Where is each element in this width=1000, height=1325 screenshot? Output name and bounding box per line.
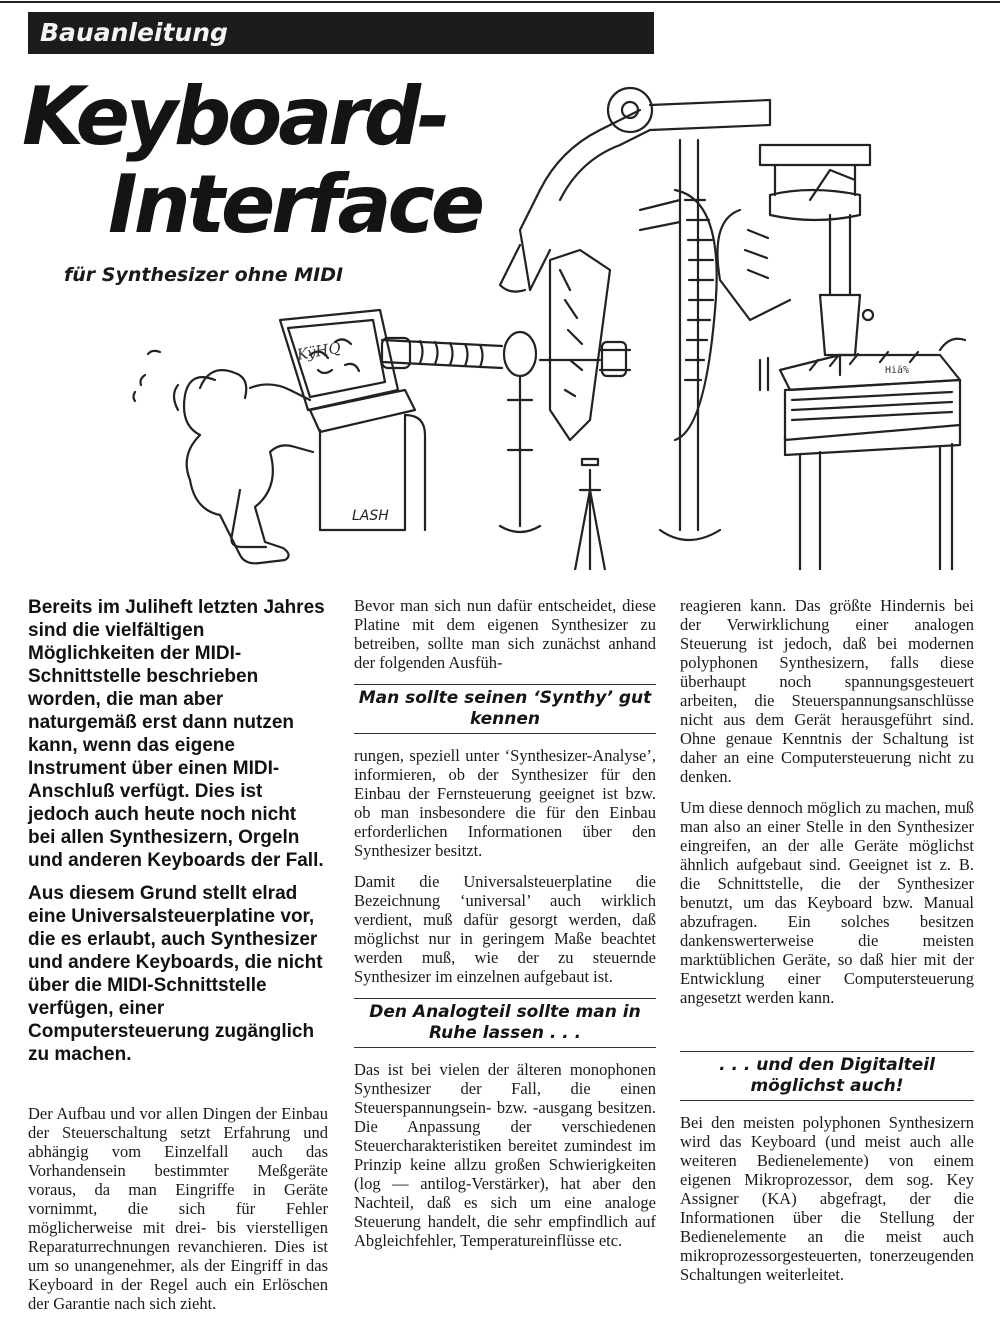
lead-paragraph-1: Bereits im Juliheft letzten Jahres sind die vielfältigen Möglichkeiten der MIDI-Schnittstelle beschrieben worden, die man aber naturgemäß erst dann nutzen kann, wenn das eigene Instrument über einen MIDI-Anschluß verfügt. Dies ist jedoch auch heute noch nicht bei allen Synthesizern, Orgeln und anderen Keyboards der Fall. [28, 597, 325, 871]
bevel-gear-left [540, 250, 630, 440]
section-banner: Bauanleitung [28, 12, 654, 54]
coupler-stand [500, 332, 540, 532]
body-paragraph: Um diese dennoch möglich zu machen, muß man also an einer Stelle in den Synthesizer eingreifen, an der alle Geräte möglichst ähnlich aufgebaut sind. Geeignet ist z. B. die Schnittstelle, die der Synthesizer benutzt, um das Keyboard bzw. Manual abzufragen. Ein solches besitzen dankenswerterweise die meisten marktüblichen Geräte, so daß hier mit der Entwicklung einer Computersteuerung angesetzt werden kann. [680, 798, 974, 1007]
subheading: . . . und den Digitalteil möglichst auch! [680, 1051, 974, 1101]
subheading: Man sollte seinen ‘Synthy’ gut kennen [354, 684, 656, 734]
synthesizer-on-table [780, 339, 965, 570]
subtitle: für Synthesizer ohne MIDI [64, 264, 344, 286]
computer-terminal [280, 310, 425, 530]
body-paragraph: Bevor man sich nun dafür entscheidet, diese Platine mit dem eigenen Synthesizer zu betreiben, sollte man sich zunächst anhand der folgenden Ausfüh- [354, 596, 656, 672]
body-paragraph: Damit die Universalsteuerplatine die Bezeichnung ‘universal’ auch wirklich verdient, muß dafür gesorgt werden, daß möglichst nur in geringem Maße beachtet werden muß, wie der zu steuernde Synthesizer im einzelnen aufgebaut ist. [354, 872, 656, 986]
lead-paragraph-2: Aus diesem Grund stellt elrad eine Universalsteuerplatine vor, die es erlaubt, auch Synthesizer und andere Keyboards, die nicht über die MIDI-Schnittstelle verfügen, einer Computersteuerung zugänglich zu machen. [28, 883, 323, 1065]
robot-arm [500, 88, 770, 292]
tripod [575, 459, 605, 570]
illustration-signature: LASH [352, 508, 389, 524]
panel-scribble-2: Hiä% [885, 365, 910, 376]
body-paragraph: reagieren kann. Das größte Hindernis bei der Verwirklichung einer analogen Steuerung ist jedoch, daß bei modernen polyphonen Synthesizern, falls diese überhaupt noch spannungsgesteuert arbeiten, die Steuerspannungsanschlüsse nicht aus dem Gerät herausgeführt sind. Ohne genaue Kenntnis der Schaltung ist daher an eine Computersteuerung nicht zu denken. [680, 596, 974, 786]
body-paragraph: Das ist bei vielen der älteren monophonen Synthesizer der Fall, die einen Steuerspannungsein- bzw. -ausgang besitzen. Die Anpassung der verschiedenen Steuercharakteristiken bereitet zumindest im Prinzip keine allzu großen Schwierigkeiten (log — antilog-Verstärker), hat aber den Nachteil, daß es sich um eine analoge Steuerung handelt, die sehr empfindlich auf Abgleichfehler, Temperatureinflüsse etc. [354, 1060, 656, 1250]
column-1 [28, 596, 328, 1325]
drive-shaft [382, 340, 502, 368]
cartoon-illustration [120, 70, 980, 570]
body-paragraph: rungen, speziell unter ‘Synthesizer-Analyse’, informieren, ob der Synthesizer für den Einbau der Fernsteuerung geeignet ist bzw. ob man insbesondere die für den Einbau erforderlichen Informationen über den Synthesizer besitzt. [354, 746, 656, 860]
body-paragraph: Bei den meisten polyphonen Synthesizern wird das Keyboard (und meist auch alle weiteren Bedienelemente) von einem eigenen Mikroprozessor, dem sog. Key Assigner (KA) abgefragt, der die Informationen über die Stellung der Bedienelemente an die meist auch mikroprozessorgesteuerten, tonerzeugenden Schaltungen weiterleitet. [680, 1113, 974, 1284]
body-paragraph: Der Aufbau und vor allen Dingen der Einbau der Steuerschaltung setzt Erfahrung und abhängig vom Einzelfall auch das Vorhandensein bestimmter Meßgeräte voraus, da man Eingriffe in Geräte vornimmt, die sich für Fehler möglicherweise mit drei- bis vierstelligen Reparaturrechnungen revanchieren. Dies ist um so unangenehmer, als der Eingriff in das Keyboard in der Regel auch ein Erlöschen der Garantie nach sich zieht. [28, 1104, 328, 1313]
crane-head-right [718, 145, 874, 375]
panel-scribble-1: KÿHQ [295, 338, 343, 364]
column-2 [354, 596, 656, 1262]
column-3 [680, 596, 974, 1296]
cartoon-figure [148, 351, 313, 563]
headline-line-2: Interface [108, 158, 482, 251]
top-rule [0, 1, 1000, 3]
subheading: Den Analogteil sollte man in Ruhe lassen . . . [354, 998, 656, 1048]
center-gear-column [640, 140, 720, 540]
headline-line-1: Keyboard- [22, 70, 447, 163]
